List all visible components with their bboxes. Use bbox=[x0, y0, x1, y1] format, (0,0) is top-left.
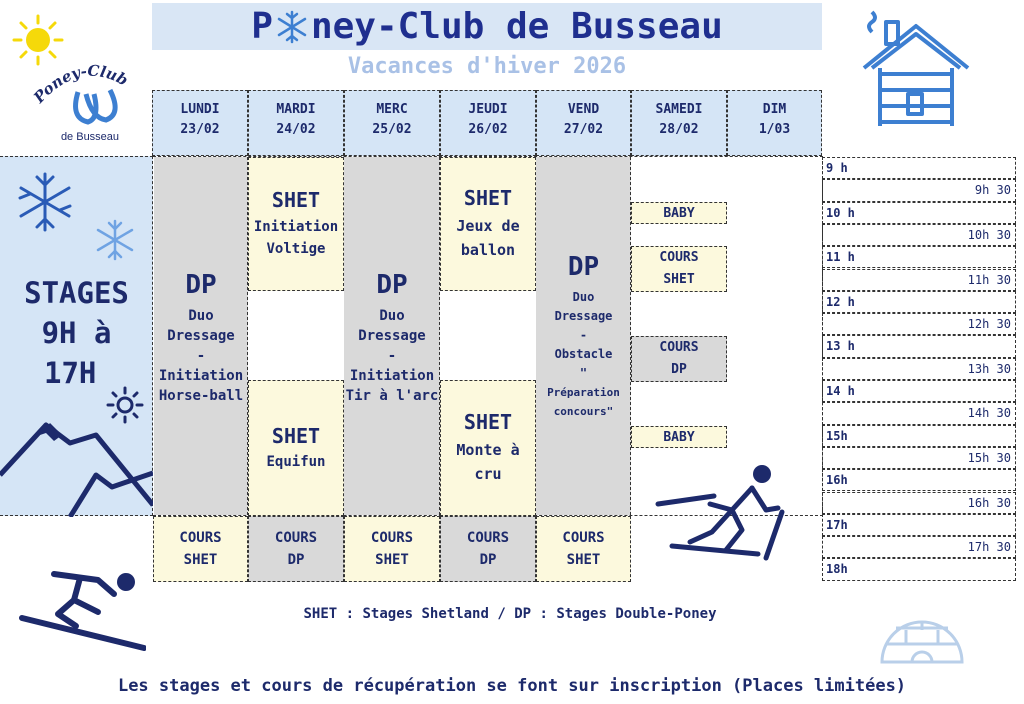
samedi-cours-dp: COURS DP bbox=[631, 336, 727, 382]
stages-line2: 9H à bbox=[41, 316, 112, 350]
day-header-0 bbox=[152, 90, 248, 156]
cours-label: COURS bbox=[179, 530, 222, 546]
day-date: 23/02 bbox=[180, 122, 220, 137]
day-header-4 bbox=[536, 90, 631, 156]
igloo-icon bbox=[876, 600, 968, 666]
time-half: 17h 30 bbox=[822, 536, 1016, 558]
mardi-pm-lines: Equifun bbox=[266, 454, 326, 470]
time-half: 9h 30 bbox=[822, 179, 1016, 201]
cours-cell-1 bbox=[248, 516, 344, 582]
cours-label: COURS bbox=[370, 530, 414, 546]
time-half: 16h 30 bbox=[822, 492, 1016, 514]
jeudi-pm-title: SHET bbox=[463, 410, 513, 434]
stages-line3: 17H bbox=[44, 356, 97, 390]
time-half: 11h 30 bbox=[822, 269, 1016, 291]
samedi-cours-shet: COURS SHET bbox=[631, 246, 727, 292]
time-hour: 17h bbox=[822, 514, 1016, 536]
day-name: VEND bbox=[567, 102, 600, 117]
day-name: JEUDI bbox=[468, 102, 508, 117]
day-header-3 bbox=[440, 90, 536, 156]
mountains-icon bbox=[0, 415, 153, 517]
jeudi-am-title: SHET bbox=[463, 186, 513, 210]
time-half: 10h 30 bbox=[822, 224, 1016, 246]
day-date: 26/02 bbox=[468, 122, 508, 137]
cours-cell-0 bbox=[153, 516, 248, 582]
jeudi-am-lines: Jeux de ballon bbox=[456, 217, 520, 259]
horseshoe-logo bbox=[76, 90, 116, 122]
day-date: 24/02 bbox=[276, 122, 316, 137]
day-name: LUNDI bbox=[180, 102, 220, 117]
lundi-dp-title: DP bbox=[185, 270, 217, 300]
skier-icon bbox=[650, 458, 790, 568]
snowflake-icon bbox=[94, 219, 136, 261]
vend-dp-title: DP bbox=[567, 252, 600, 282]
mardi-am-title: SHET bbox=[271, 188, 321, 212]
club-logo bbox=[26, 56, 156, 144]
merc-dp-lines: Duo Dressage - Initiation Tir à l'arc bbox=[345, 308, 439, 404]
cours-type: SHET bbox=[566, 552, 601, 568]
samedi-baby-1: BABY bbox=[631, 202, 727, 224]
time-hour: 15h bbox=[822, 425, 1016, 447]
lundi-dp-lines: Duo Dressage - Initiation Horse-ball bbox=[158, 308, 244, 404]
day-name: MERC bbox=[376, 102, 408, 117]
cabin-icon bbox=[858, 8, 974, 136]
time-half: 14h 30 bbox=[822, 402, 1016, 424]
time-hour: 9 h bbox=[822, 157, 1016, 179]
cours-cell-3 bbox=[440, 516, 536, 582]
title-right: ney-Club de Busseau bbox=[310, 6, 723, 47]
cours-label: COURS bbox=[466, 530, 510, 546]
footer-note: Les stages et cours de récupération se font sur inscription (Places limitées) bbox=[117, 676, 907, 696]
day-date: 28/02 bbox=[659, 122, 699, 137]
time-hour: 13 h bbox=[822, 335, 1016, 357]
samedi-baby-2: BABY bbox=[631, 426, 727, 448]
day-header-6 bbox=[727, 90, 822, 156]
day-name: SAMEDI bbox=[655, 102, 703, 117]
logo-bottom-text: de Busseau bbox=[60, 131, 120, 143]
jeudi-pm-lines: Monte à cru bbox=[456, 441, 520, 483]
cours-type: DP bbox=[287, 552, 305, 568]
mardi-pm-title: SHET bbox=[271, 424, 321, 448]
day-date: 1/03 bbox=[758, 122, 791, 137]
cours-type: DP bbox=[479, 552, 497, 568]
day-name: DIM bbox=[762, 102, 787, 117]
title-left: P bbox=[251, 6, 273, 47]
day-header-2 bbox=[344, 90, 440, 156]
time-hour: 16h bbox=[822, 469, 1016, 491]
day-header-1 bbox=[248, 90, 344, 156]
cours-type: SHET bbox=[183, 552, 218, 568]
time-hour: 11 h bbox=[822, 246, 1016, 268]
stages-line1: STAGES bbox=[24, 276, 129, 310]
cours-cell-2 bbox=[344, 516, 440, 582]
stages-banner bbox=[0, 156, 153, 516]
legend-text: SHET : Stages Shetland / DP : Stages Double-Poney bbox=[303, 606, 717, 622]
time-hour: 10 h bbox=[822, 202, 1016, 224]
cours-label: COURS bbox=[562, 530, 605, 546]
cours-cell-4 bbox=[536, 516, 631, 582]
merc-dp-title: DP bbox=[376, 270, 408, 300]
page-title bbox=[152, 3, 822, 50]
day-date: 25/02 bbox=[372, 122, 412, 137]
skier-icon bbox=[18, 560, 146, 652]
day-name: MARDI bbox=[276, 102, 316, 117]
snowflake-icon bbox=[14, 171, 76, 233]
logo-top-text: Poney-Club bbox=[29, 61, 131, 107]
time-half: 15h 30 bbox=[822, 447, 1016, 469]
cours-type: SHET bbox=[375, 552, 409, 568]
time-half: 13h 30 bbox=[822, 358, 1016, 380]
snowflake-icon bbox=[275, 10, 309, 44]
time-half: 12h 30 bbox=[822, 313, 1016, 335]
mardi-am-lines: Initiation Voltige bbox=[253, 219, 339, 257]
cours-label: COURS bbox=[274, 530, 318, 546]
time-hour: 18h bbox=[822, 558, 1016, 580]
time-hour: 14 h bbox=[822, 380, 1016, 402]
page-subtitle: Vacances d'hiver 2026 bbox=[347, 54, 627, 79]
day-date: 27/02 bbox=[563, 122, 604, 137]
vend-dp-lines: Duo Dressage - Obstacle " Préparation concours" bbox=[547, 290, 620, 418]
time-hour: 12 h bbox=[822, 291, 1016, 313]
day-header-5 bbox=[631, 90, 727, 156]
